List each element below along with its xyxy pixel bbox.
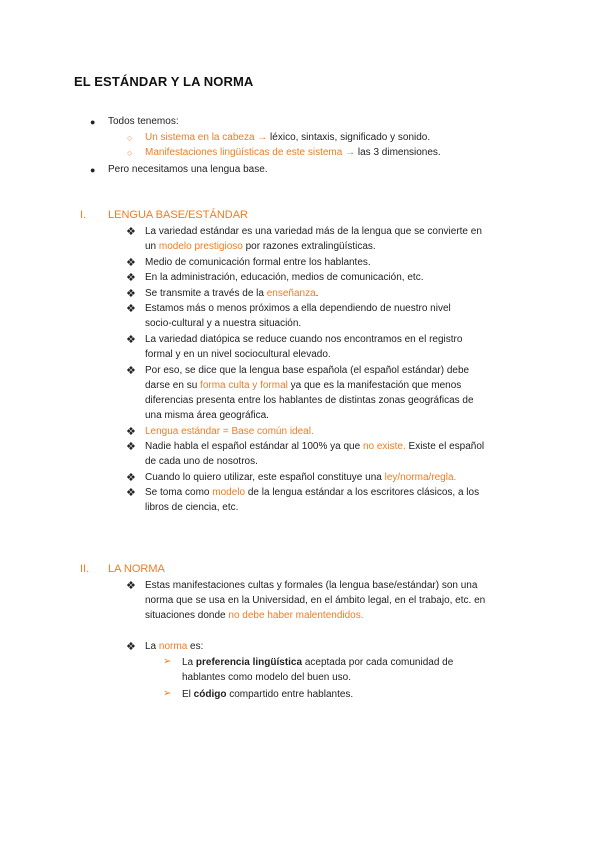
- diamond-bullet-icon: ❖: [126, 288, 136, 300]
- s1-item-6-line-1: La variedad diatópica se reduce cuando nos encontramos en el registro: [145, 334, 463, 345]
- arrow-bullet-icon: ➢: [163, 688, 172, 699]
- intro-bullet-2: Pero necesitamos una lengua base.: [108, 164, 268, 175]
- intro-sub-1-text: léxico, sintaxis, significado y sonido.: [267, 132, 431, 143]
- s1-item-11-line-1: [145, 487, 479, 499]
- diamond-bullet-icon: ❖: [126, 426, 136, 438]
- s2-sub-2: [182, 689, 353, 701]
- diamond-bullet-icon: ❖: [126, 487, 136, 499]
- s1-item-1-line-1: La variedad estándar es una variedad más de la lengua que se convierte en: [145, 226, 482, 237]
- intro-bullet-1: Todos tenemos:: [108, 116, 179, 127]
- text-part: Nadie habla el español estándar al 100% ya que: [145, 441, 363, 452]
- intro-sub-2-text: las 3 dimensiones.: [355, 147, 441, 158]
- text-part: de la lengua estándar a los escritores clásicos, a los: [245, 487, 480, 498]
- s1-item-7-line-2: [145, 380, 461, 392]
- s2-sub-1-line-1: [182, 657, 453, 669]
- highlight: forma culta y formal: [200, 380, 288, 391]
- text-part: Se toma como: [145, 487, 213, 498]
- s1-item-11-line-2: libros de ciencia, etc.: [145, 502, 239, 513]
- page-title: EL ESTÁNDAR Y LA NORMA: [74, 74, 254, 89]
- text-part: ya que es la manifestación que menos: [287, 380, 462, 391]
- s1-item-7-line-1: Por eso, se dice que la lengua base española (el español estándar) debe: [145, 365, 470, 376]
- diamond-bullet-icon: ❖: [126, 226, 136, 238]
- s2-para-2: [145, 641, 203, 653]
- text-part: La: [145, 641, 159, 652]
- s2-para-1-line-2: norma que se usa en la Universidad, en el ámbito legal, en el trabajo, etc. en: [145, 595, 486, 606]
- highlight: norma: [158, 641, 188, 652]
- section-1-heading: LENGUA BASE/ESTÁNDAR: [108, 209, 248, 221]
- diamond-bullet-icon: ❖: [126, 641, 136, 653]
- arrow-bullet-icon: ➢: [163, 656, 172, 667]
- s1-item-8: Lengua estándar = Base común ideal.: [145, 426, 314, 437]
- intro-sub-1: [145, 132, 430, 144]
- diamond-bullet-icon: ❖: [126, 441, 136, 453]
- text-part: aceptada por cada comunidad de: [302, 657, 454, 668]
- text-part: Se transmite a través de la: [145, 288, 267, 299]
- s1-item-7-line-4: una misma área geográfica.: [145, 410, 269, 421]
- s1-item-4: [145, 288, 318, 300]
- s2-para-1-line-1: Estas manifestaciones cultas y formales (la lengua base/estándar) son una: [145, 580, 478, 591]
- highlight: no existe.: [362, 441, 406, 452]
- s1-item-9-line-1: [145, 441, 484, 453]
- section-2-numeral: II.: [80, 563, 90, 575]
- s1-item-9-line-2: de cada uno de nosotros.: [145, 456, 258, 467]
- s1-item-10: [145, 472, 456, 484]
- highlight: modelo prestigioso: [158, 241, 243, 252]
- text-part: es:: [187, 641, 204, 652]
- bullet-icon: ●: [90, 165, 96, 175]
- intro-sub-1-highlight: Un sistema en la cabeza →: [145, 132, 268, 143]
- s1-item-1-line-2: [145, 241, 376, 253]
- diamond-bullet-icon: ❖: [126, 580, 136, 592]
- bold-term: código: [193, 689, 227, 700]
- s1-item-3: En la administración, educación, medios de comunicación, etc.: [145, 272, 424, 283]
- section-2-heading: LA NORMA: [108, 563, 165, 575]
- diamond-bullet-icon: ❖: [126, 334, 136, 346]
- s2-sub-1-line-2: hablantes como modelo del buen uso.: [182, 672, 352, 683]
- highlight: no debe haber malentendidos.: [228, 610, 364, 621]
- text-part: compartido entre hablantes.: [226, 689, 354, 700]
- intro-sub-2-highlight: Manifestaciones lingüísticas de este sistema →: [145, 147, 356, 158]
- diamond-bullet-icon: ❖: [126, 365, 136, 377]
- text-part: Existe el español: [405, 441, 485, 452]
- ring-bullet-icon: ○: [127, 133, 133, 143]
- highlight: enseñanza: [266, 288, 316, 299]
- highlight: modelo: [212, 487, 246, 498]
- text-part: .: [315, 288, 319, 299]
- diamond-bullet-icon: ❖: [126, 303, 136, 315]
- ring-bullet-icon: ○: [127, 148, 133, 158]
- intro-sub-2: [145, 147, 441, 159]
- text-part: Cuando lo quiero utilizar, este español constituye una: [145, 472, 385, 483]
- text-part: darse en su: [145, 380, 201, 391]
- text-part: por razones extralingüísticas.: [242, 241, 376, 252]
- diamond-bullet-icon: ❖: [126, 472, 136, 484]
- s1-item-2: Medio de comunicación formal entre los hablantes.: [145, 257, 371, 268]
- s2-para-1-line-3: [145, 610, 364, 622]
- highlight: ley/norma/regla.: [384, 472, 457, 483]
- text-part: La: [182, 657, 196, 668]
- s1-item-5-line-2: socio-cultural y a nuestra situación.: [145, 318, 302, 329]
- diamond-bullet-icon: ❖: [126, 257, 136, 269]
- s1-item-7-line-3: diferencias presenta entre los hablantes de distintas zonas geográficas de: [145, 395, 474, 406]
- bold-term: preferencia lingüística: [195, 657, 303, 668]
- text-part: situaciones donde: [145, 610, 229, 621]
- bullet-icon: ●: [90, 117, 96, 127]
- s1-item-6-line-2: formal y en un nivel sociocultural elevado.: [145, 349, 331, 360]
- s1-item-5-line-1: Estamos más o menos próximos a ella dependiendo de nuestro nivel: [145, 303, 451, 314]
- section-1-numeral: I.: [80, 209, 87, 221]
- diamond-bullet-icon: ❖: [126, 272, 136, 284]
- text-part: un: [145, 241, 159, 252]
- text-part: El: [182, 689, 194, 700]
